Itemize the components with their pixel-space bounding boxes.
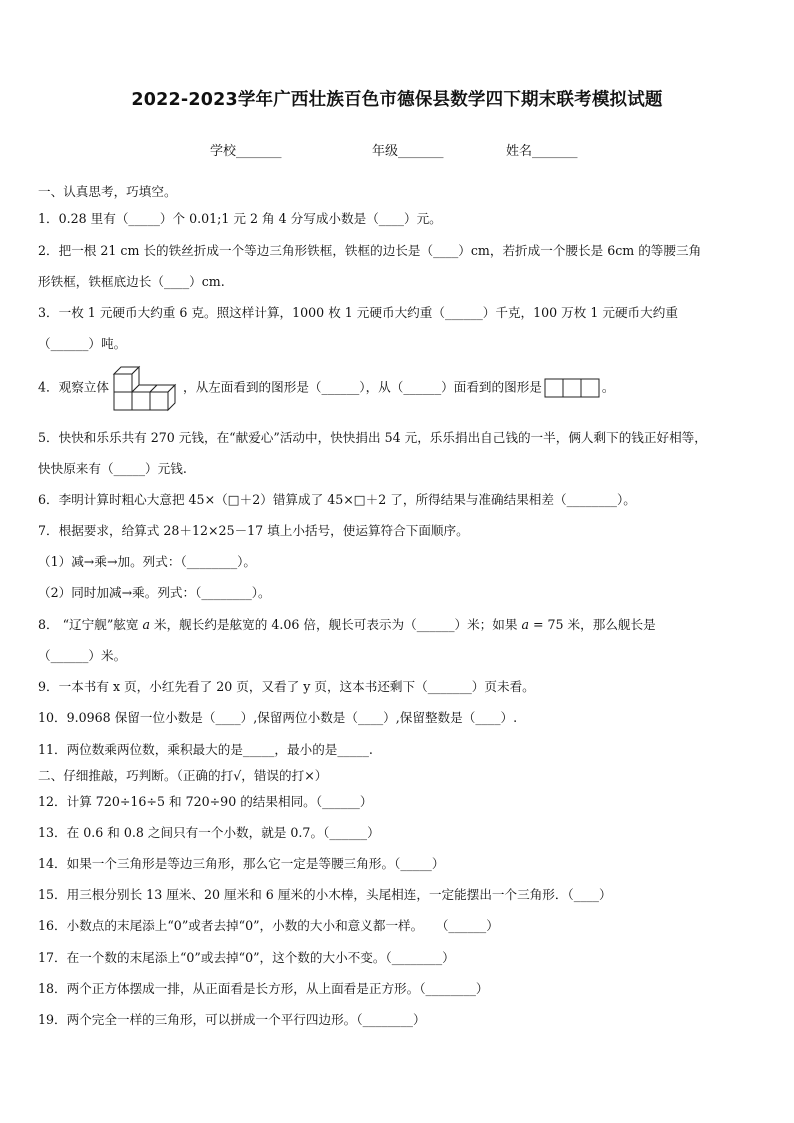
question-7: 7．根据要求，给算式 28＋12×25－17 填上小括号，使运算符合下面顺序。 [38, 523, 469, 538]
solid-cubes-figure-icon [111, 364, 181, 412]
question-11: 11．两位数乘两位数，乘积最大的是_____，最小的是_____. [38, 742, 373, 757]
three-squares-figure-icon [544, 378, 602, 398]
question-8-line-1: 8． “辽宁舰”舷宽 𝑎 米，舰长约是舷宽的 4.06 倍，舰长可表示为（______）米；如果 𝑎 = 75 米，那么舰长是 [38, 617, 656, 632]
question-2-line-1: 2．把一根 21 cm 长的铁丝折成一个等边三角形铁框，铁框的边长是（____）cm，若折成一个腰长是 6cm 的等腰三角 [38, 243, 702, 258]
question-2-line-2: 形铁框，铁框底边长（____）cm. [38, 274, 225, 289]
question-17: 17．在一个数的末尾添上“0”或去掉“0”，这个数的大小不变。（________） [38, 950, 455, 965]
question-13: 13．在 0.6 和 0.8 之间只有一个小数，就是 0.7。（______） [38, 825, 380, 840]
question-10: 10．9.0968 保留一位小数是（____）,保留两位小数是（____）,保留整数是（____）. [38, 710, 518, 725]
question-9: 9．一本书有 x 页，小红先看了 20 页，又看了 y 页，这本书还剩下（_______）页未看。 [38, 679, 535, 694]
name-field[interactable]: 姓名_______ [506, 144, 578, 159]
question-5-line-2: 快快原来有（_____）元钱. [38, 461, 187, 476]
question-4-text-b: ，从左面看到的图形是（______），从（______）面看到的图形是 [182, 379, 542, 395]
question-4-text-a: 4．观察立体 [38, 379, 109, 395]
question-4-text-c: 。 [601, 379, 615, 395]
question-6: 6．李明计算时粗心大意把 45×（□＋2）错算成了 45×□＋2 了，所得结果与准确结果相差（________）。 [38, 492, 636, 507]
school-field[interactable]: 学校_______ [210, 144, 282, 159]
grade-field[interactable]: 年级_______ [372, 144, 444, 159]
question-12: 12．计算 720÷16÷5 和 720÷90 的结果相同。（______） [38, 794, 373, 809]
question-7-part-2: （2）同时加减→乘。列式：（________）。 [38, 585, 271, 600]
page-title: 2022-2023学年广西壮族百色市德保县数学四下期末联考模拟试题 [131, 90, 663, 110]
question-4 [38, 364, 615, 412]
question-7-part-1: （1）减→乘→加。列式：（________）。 [38, 554, 257, 569]
question-18: 18．两个正方体摆成一排，从正面看是长方形，从上面看是正方形。（________） [38, 981, 489, 996]
question-3-line-2: （______）吨。 [38, 336, 127, 351]
question-19: 19．两个完全一样的三角形，可以拼成一个平行四边形。（________） [38, 1012, 426, 1027]
question-14: 14．如果一个三角形是等边三角形，那么它一定是等腰三角形。（_____） [38, 856, 445, 871]
question-5-line-1: 5．快快和乐乐共有 270 元钱，在“献爱心”活动中，快快捐出 54 元，乐乐捐出自己钱的一半，俩人剩下的钱正好相等， [38, 430, 707, 445]
question-8-line-2: （______）米。 [38, 648, 127, 663]
section-heading-1: 一、认真思考，巧填空。 [38, 184, 177, 199]
question-1: 1．0.28 里有（_____）个 0.01;1 元 2 角 4 分写成小数是（____）元。 [38, 211, 442, 226]
section-heading-2: 二、仔细推敲，巧判断。（正确的打√，错误的打×） [38, 768, 328, 783]
question-15: 15．用三根分别长 13 厘米、20 厘米和 6 厘米的小木棒，头尾相连，一定能摆出一个三角形．（____） [38, 887, 612, 902]
question-3-line-1: 3．一枚 1 元硬币大约重 6 克。照这样计算，1000 枚 1 元硬币大约重（______）千克，100 万枚 1 元硬币大约重 [38, 305, 678, 320]
question-16: 16．小数点的末尾添上“0”或者去掉“0”，小数的大小和意义都一样。 （______） [38, 918, 499, 933]
